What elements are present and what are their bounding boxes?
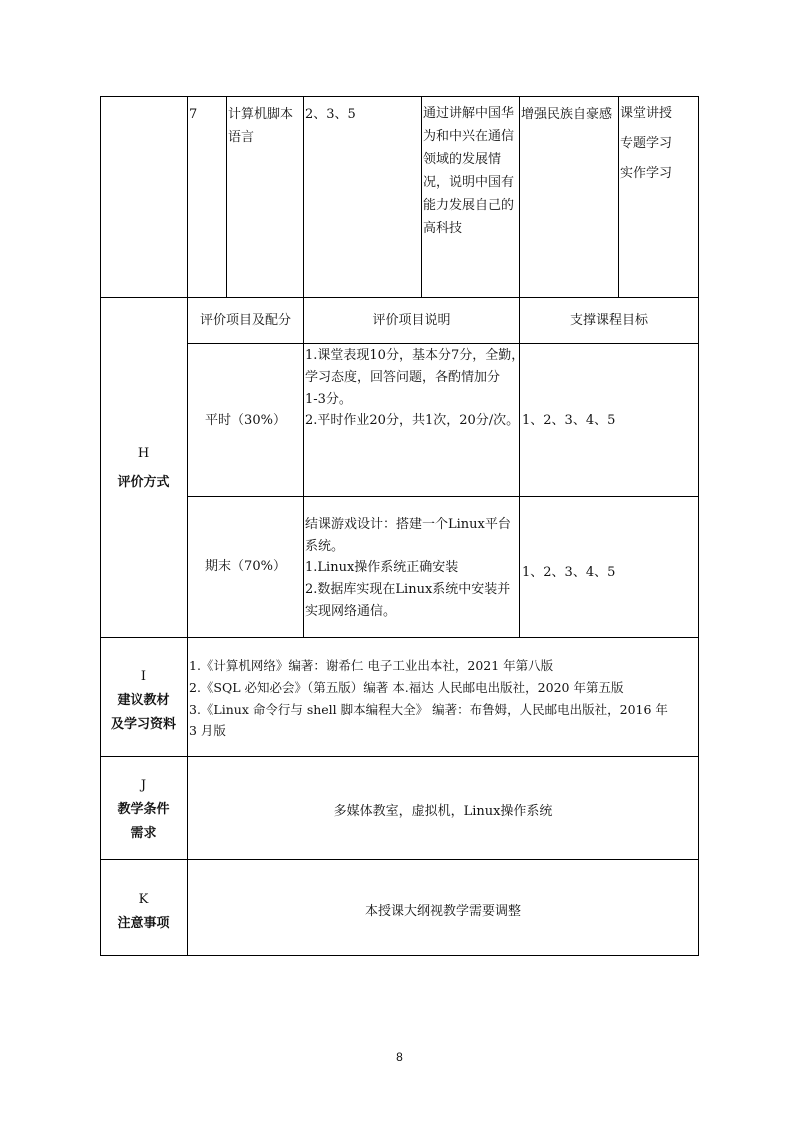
textbook-line: 3 月版	[189, 723, 226, 738]
teaching-conditions-content: 多媒体教室，虚拟机，Linux操作系统	[333, 804, 553, 819]
section-label-textbooks: 建议教材	[117, 693, 170, 708]
section-letter-i: I	[140, 669, 147, 684]
header-eval-item: 评价项目及配分	[199, 313, 291, 328]
eval-desc-line: 1.课堂表现10分，基本分7分，全勤，	[305, 348, 525, 363]
row-number: 7	[189, 107, 198, 122]
textbook-line: 3.《Linux 命令行与 shell 脚本编程大全》 编著：布鲁姆，人民邮电出版社，2016 年	[189, 702, 668, 717]
eval-desc-line: 2.数据库实现在Linux系统中安装并	[305, 582, 511, 597]
table-border-right	[698, 96, 699, 956]
teaching-method: 课堂讲授	[620, 106, 673, 121]
col-separator	[226, 96, 227, 297]
eval-targets-regular: 1、2、3、4、5	[522, 413, 616, 428]
col-separator	[303, 297, 304, 637]
page-number: 8	[396, 1050, 403, 1064]
section-label-evaluation: 评价方式	[117, 475, 170, 490]
header-support-goals: 支撑课程目标	[569, 313, 648, 328]
eval-desc-line: 结课游戏设计：搭建一个Linux平台	[305, 517, 511, 532]
col-separator	[303, 96, 304, 297]
row-separator	[100, 756, 699, 757]
eval-desc-line: 学习态度，回答问题，各酌情加分	[305, 370, 501, 385]
notes-content: 本授课大纲视教学需要调整	[364, 904, 521, 919]
ideological-content: 通过讲解中国华为和中兴在通信领域的发展情况，说明中国有能力发展自己的高科技	[423, 106, 515, 236]
section-label-requirements: 需求	[130, 826, 157, 841]
section-label-conditions: 教学条件	[117, 802, 170, 817]
eval-targets-final: 1、2、3、4、5	[522, 565, 616, 580]
col-separator	[421, 96, 422, 297]
teaching-method: 实作学习	[620, 166, 673, 181]
table-border-bottom	[100, 955, 699, 956]
eval-desc-line: 实现网络通信。	[305, 604, 397, 619]
eval-item-regular: 平时（30%）	[205, 413, 286, 428]
section-label-materials: 及学习资料	[110, 717, 176, 732]
teaching-method: 专题学习	[620, 136, 673, 151]
section-letter-h: H	[137, 446, 150, 461]
table-border-top	[100, 96, 699, 97]
row-separator	[100, 859, 699, 860]
textbook-line: 2.《SQL 必知必会》（第五版）编著 本.福达 人民邮电出版社，2020 年第五版	[189, 680, 624, 695]
eval-desc-line: 1-3分。	[305, 392, 352, 407]
section-label-notes: 注意事项	[117, 916, 170, 931]
section-letter-k: K	[138, 892, 149, 907]
eval-item-final: 期末（70%）	[205, 559, 286, 574]
eval-desc-line: 2.平时作业20分，共1次，20分/次。	[305, 413, 520, 428]
row-separator	[187, 496, 699, 497]
col-separator	[519, 96, 520, 297]
row-separator	[187, 343, 699, 344]
col-separator	[187, 96, 188, 956]
col-separator	[618, 96, 619, 297]
eval-desc-line: 1.Linux操作系统正确安装	[305, 560, 459, 575]
ideological-goal: 增强民族自豪感	[521, 107, 613, 122]
course-goals: 2、3、5	[305, 107, 356, 122]
eval-desc-line: 系统。	[305, 539, 345, 554]
section-letter-j: J	[140, 778, 147, 793]
course-module-name: 计算机脚本语言	[228, 107, 294, 145]
row-separator	[100, 637, 699, 638]
header-eval-desc: 评价项目说明	[372, 313, 451, 328]
row-separator	[100, 297, 699, 298]
textbook-line: 1.《计算机网络》编著：谢希仁 电子工业出本社，2021 年第八版	[189, 658, 554, 673]
